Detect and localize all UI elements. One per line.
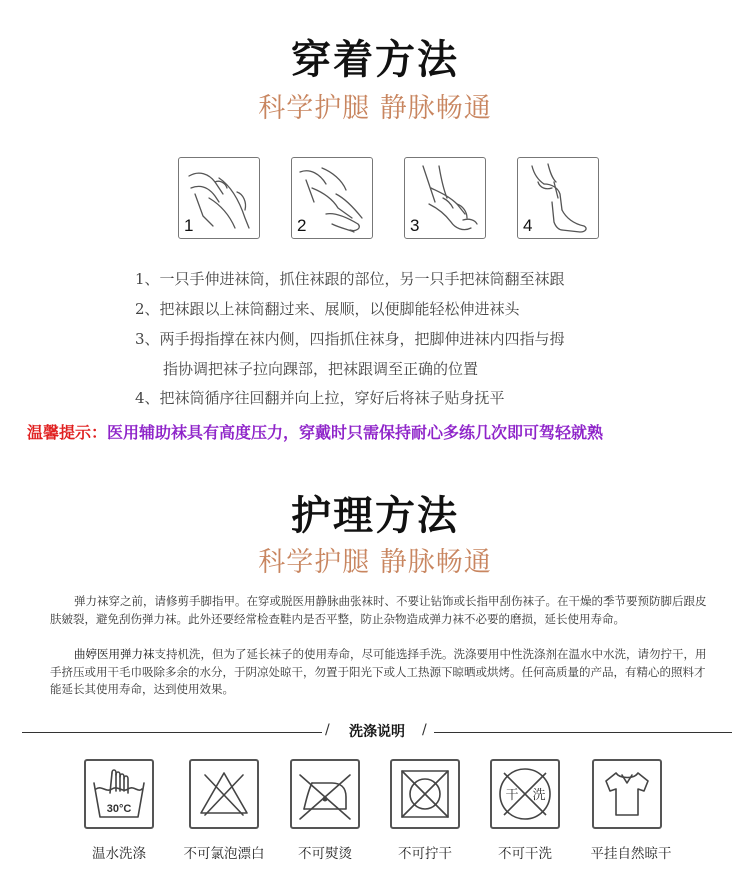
wearing-steps <box>178 157 598 241</box>
instruction-line-4: 4、把袜筒循序往回翻并向上拉，穿好后将袜子贴身抚平 <box>135 389 505 407</box>
step-3 <box>404 157 486 239</box>
section-title-care: 护理方法 <box>291 493 459 539</box>
divider: / <box>325 722 330 738</box>
section-subtitle-care: 科学护腿 静脉畅通 <box>258 547 492 578</box>
flat-dry-icon <box>592 759 662 829</box>
step-number: 4 <box>523 216 533 235</box>
wash-temperature: 30°C <box>106 803 132 815</box>
warm-water-wash-label: 温水洗涤 <box>92 846 146 862</box>
instruction-line-3: 3、两手拇指撑在袜内侧，四指抓住袜身，把脚伸进袜内四指与拇 <box>135 330 565 348</box>
no-wring-icon <box>390 759 460 829</box>
brand-name: 曲婷医用弹力袜 <box>74 647 155 661</box>
step-number: 3 <box>410 216 420 235</box>
dry-clean-symbol-left: 干 <box>505 788 519 803</box>
care-paragraph-2-text: 支持机洗，但为了延长袜子的使用寿命，尽可能选择手洗。洗涤要用中性洗涤剂在温水中水洗，请勿拧干，用手挤压或用干毛巾吸除多余的水分，于阴凉处晾干，勿置于阳光下或人工热源下晾晒或烘烤。任何高质量的产品，有精心的照料才能延长其使用寿命，达到使用效果。 <box>50 647 707 696</box>
warm-tip <box>27 420 603 443</box>
washing-instructions-title: 洗涤说明 <box>349 724 405 740</box>
section-title-wearing: 穿着方法 <box>291 37 459 83</box>
no-bleach-label: 不可氯泡漂白 <box>183 846 265 862</box>
step-number: 2 <box>297 216 307 235</box>
warm-water-wash-icon <box>84 759 154 829</box>
step-4 <box>517 157 599 239</box>
washing-instructions-header <box>22 720 732 744</box>
no-bleach-icon <box>189 759 259 829</box>
step-number: 1 <box>184 216 194 235</box>
no-dry-clean-icon <box>490 759 560 829</box>
dry-clean-symbol-right: 洗 <box>532 788 546 803</box>
step-1 <box>178 157 260 239</box>
step-2 <box>291 157 373 239</box>
care-paragraph-1-text: 弹力袜穿之前，请修剪手脚指甲。在穿或脱医用静脉曲张袜时、不要让钻饰或长指甲刮伤袜子。在干燥的季节要预防脚后跟皮肤皴裂，避免刮伤弹力袜。此外还要经常检查鞋内是否平整，防止杂物造成弹力袜不必要的磨损，延长使用寿命。 <box>50 594 707 626</box>
warm-tip-label: 温馨提示： <box>27 423 108 442</box>
no-iron-icon <box>290 759 360 829</box>
instruction-line-3-cont: 指协调把袜子拉向踝部，把袜跟调至正确的位置 <box>163 360 479 378</box>
section-subtitle-wearing: 科学护腿 静脉畅通 <box>258 93 492 124</box>
instruction-line-1: 1、一只手伸进袜筒，抓住袜跟的部位，另一只手把袜筒翻至袜跟 <box>135 270 565 288</box>
no-iron-label: 不可熨烫 <box>298 846 352 862</box>
instruction-line-2: 2、把袜跟以上袜筒翻过来、展顺，以便脚能轻松伸进袜头 <box>135 300 520 318</box>
flat-dry-label: 平挂自然晾干 <box>590 846 672 862</box>
care-paragraph-2 <box>50 646 710 699</box>
care-paragraph-1 <box>50 593 710 628</box>
divider: / <box>422 722 427 738</box>
divider <box>434 732 732 733</box>
warm-tip-text: 医用辅助袜具有高度压力，穿戴时只需保持耐心多练几次即可驾轻就熟 <box>107 423 604 442</box>
no-wring-label: 不可拧干 <box>398 846 452 862</box>
no-dry-clean-label: 不可干洗 <box>498 846 552 862</box>
